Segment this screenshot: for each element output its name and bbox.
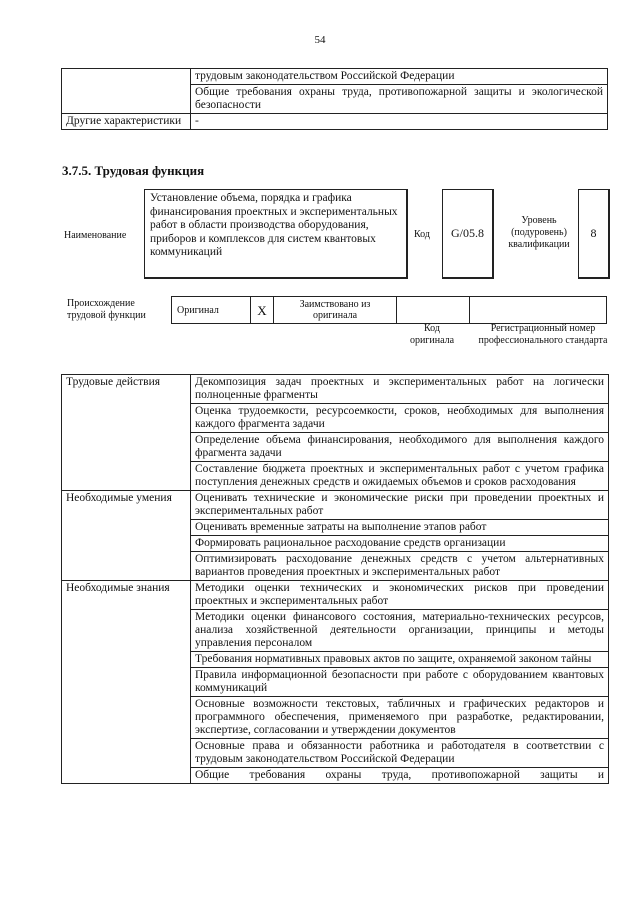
table-cell: Основные права и обязанности работника и работодателя в соответствии с трудовым законодательством Российской Федерации: [191, 739, 609, 768]
table-cell: Оценивать технические и экономические риски при проведении проектных и экспериментальных работ: [191, 491, 609, 520]
table-cell: Общие требования охраны труда, противопожарной защиты и: [191, 768, 609, 784]
table-cell: Оценивать временные затраты на выполнение этапов работ: [191, 520, 609, 536]
group-label: Необходимые знания: [62, 581, 191, 784]
table-cell: Основные возможности текстовых, табличных и графических редакторов и программного обеспечения, применяемого при разработке, редактировании, экспертизе, согласовании и утверждении документов: [191, 697, 609, 739]
table-cell: Оптимизировать расходование денежных средств с учетом альтернативных вариантов проведения проектных и экспериментальных работ: [191, 552, 609, 581]
function-name-box: Установление объема, порядка и графика финансирования проектных и экспериментальных работ в области производства оборудования, приборов и комплексов для систем квантовых коммуникаций: [144, 189, 408, 279]
registration-number-label: Регистрационный номер профессионального стандарта: [478, 323, 608, 346]
table-cell: Требования нормативных правовых актов по защите, охраняемой законом тайны: [191, 652, 609, 668]
table-cell: Правила информационной безопасности при работе с оборудованием квантовых коммуникаций: [191, 668, 609, 697]
table-cell: Формировать рациональное расходование средств организации: [191, 536, 609, 552]
table-cell: Методики оценки финансового состояния, материально-технических ресурсов, анализа хозяйственной деятельности организации, принципы и методы управления персоналом: [191, 610, 609, 652]
table-row: [172, 297, 607, 324]
registration-number-cell: [470, 297, 607, 324]
top-table: [61, 68, 608, 130]
table-cell: Общие требования охраны труда, противопожарной защиты и экологической безопасности: [191, 85, 608, 114]
row-label: [62, 69, 191, 114]
code-value: G/05.8: [442, 189, 494, 279]
page-number: 54: [314, 34, 326, 46]
original-code-cell: [397, 297, 470, 324]
table-row: [62, 375, 609, 404]
section-title: 3.7.5. Трудовая функция: [62, 163, 205, 178]
row-label: Другие характеристики: [62, 114, 191, 130]
original-mark: X: [251, 297, 274, 324]
table-cell: Определение объема финансирования, необходимого для выполнения каждого фрагмента задачи: [191, 433, 609, 462]
level-value: 8: [578, 189, 610, 279]
code-label: Код: [414, 229, 430, 240]
table-row: [62, 69, 608, 85]
table-cell: Оценка трудоемкости, ресурсоемкости, сроков, необходимых для выполнения каждого фрагмента задачи: [191, 404, 609, 433]
table-cell: -: [191, 114, 608, 130]
table-row: [62, 581, 609, 610]
table-row: [62, 114, 608, 130]
origin-table: [171, 296, 607, 324]
borrowed-label: Заимствовано из оригинала: [274, 297, 397, 324]
group-label: Трудовые действия: [62, 375, 191, 491]
main-table: [61, 374, 609, 784]
origin-label: Происхождение трудовой функции: [67, 298, 146, 321]
table-cell: Декомпозиция задач проектных и экспериментальных работ на логически полноценные фрагменты: [191, 375, 609, 404]
group-label: Необходимые умения: [62, 491, 191, 581]
table-cell: Составление бюджета проектных и экспериментальных работ с учетом графика поступления денежных средств и ожидаемых объемов и сроков расходования: [191, 462, 609, 491]
original-label: Оригинал: [172, 297, 251, 324]
naming-label: Наименование: [64, 230, 127, 241]
table-cell: трудовым законодательством Российской Федерации: [191, 69, 608, 85]
level-label: Уровень (подуровень) квалификации: [508, 215, 570, 250]
original-code-label: Код оригинала: [409, 323, 455, 346]
table-row: [62, 491, 609, 520]
table-cell: Методики оценки технических и экономических рисков при проведении проектных и экспериментальных работ: [191, 581, 609, 610]
